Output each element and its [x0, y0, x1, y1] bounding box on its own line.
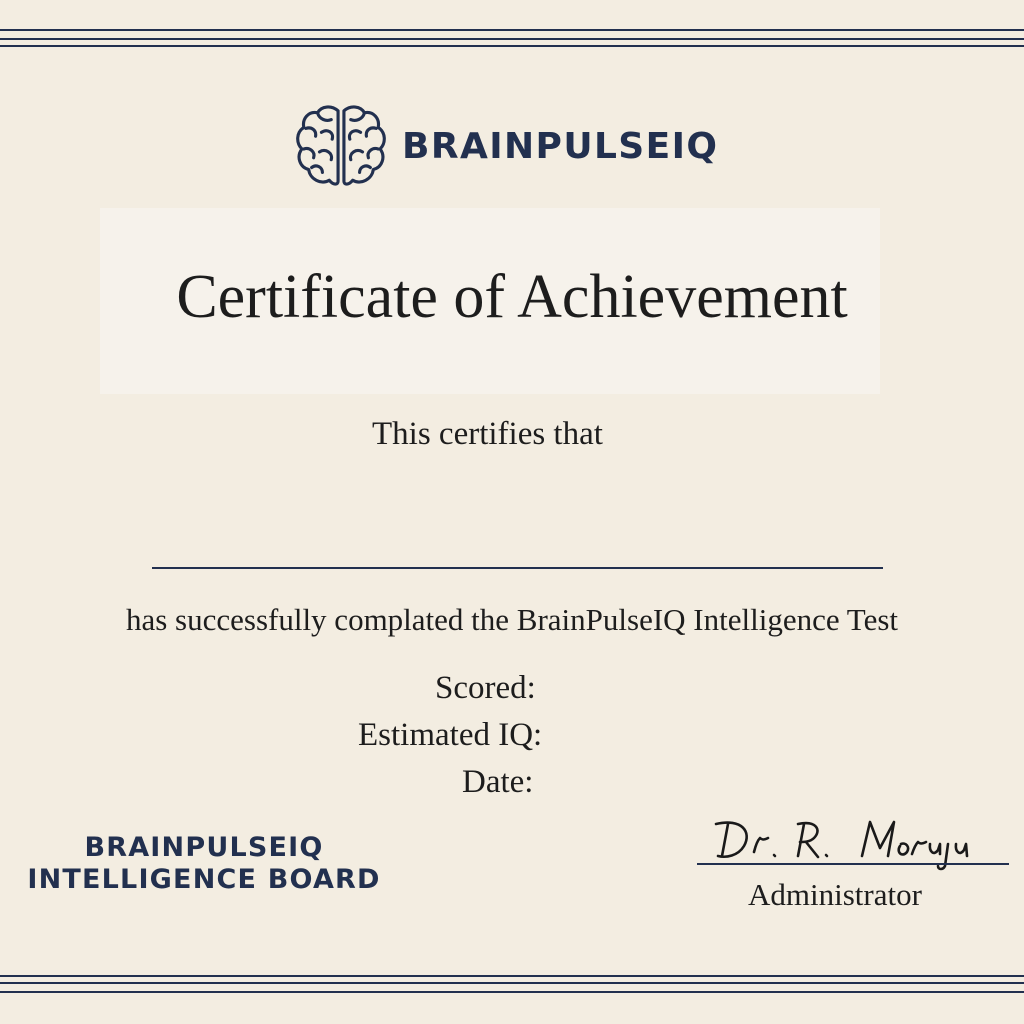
signature-line: [697, 863, 1009, 865]
certifies-text: This certifies that: [372, 416, 603, 452]
brand-logo: [292, 102, 718, 192]
estimated-iq-label: Estimated IQ:: [358, 717, 543, 753]
score-label: Scored:: [435, 670, 536, 706]
completion-text: has successfully complated the BrainPulseIQ Intelligence Test: [125, 602, 899, 637]
bottom-border-line: [0, 982, 1024, 984]
bottom-border-line: [0, 991, 1024, 993]
brain-icon: [292, 103, 390, 191]
top-border-line: [0, 38, 1024, 40]
issuer-block: [18, 832, 390, 897]
top-border-line: [0, 29, 1024, 31]
certificate-title: Certificate of Achievement: [176, 263, 848, 331]
top-border-line: [0, 45, 1024, 47]
issuer-line-2: INTELLIGENCE BOARD: [27, 864, 381, 896]
recipient-name-line: [152, 567, 883, 569]
signature: [702, 802, 1008, 872]
signatory-role: Administrator: [748, 877, 922, 912]
date-label: Date:: [462, 764, 534, 800]
issuer-line-1: BRAINPULSEIQ: [84, 832, 324, 863]
brand-name: BRAINPULSEIQ: [402, 126, 719, 167]
bottom-border-line: [0, 975, 1024, 977]
